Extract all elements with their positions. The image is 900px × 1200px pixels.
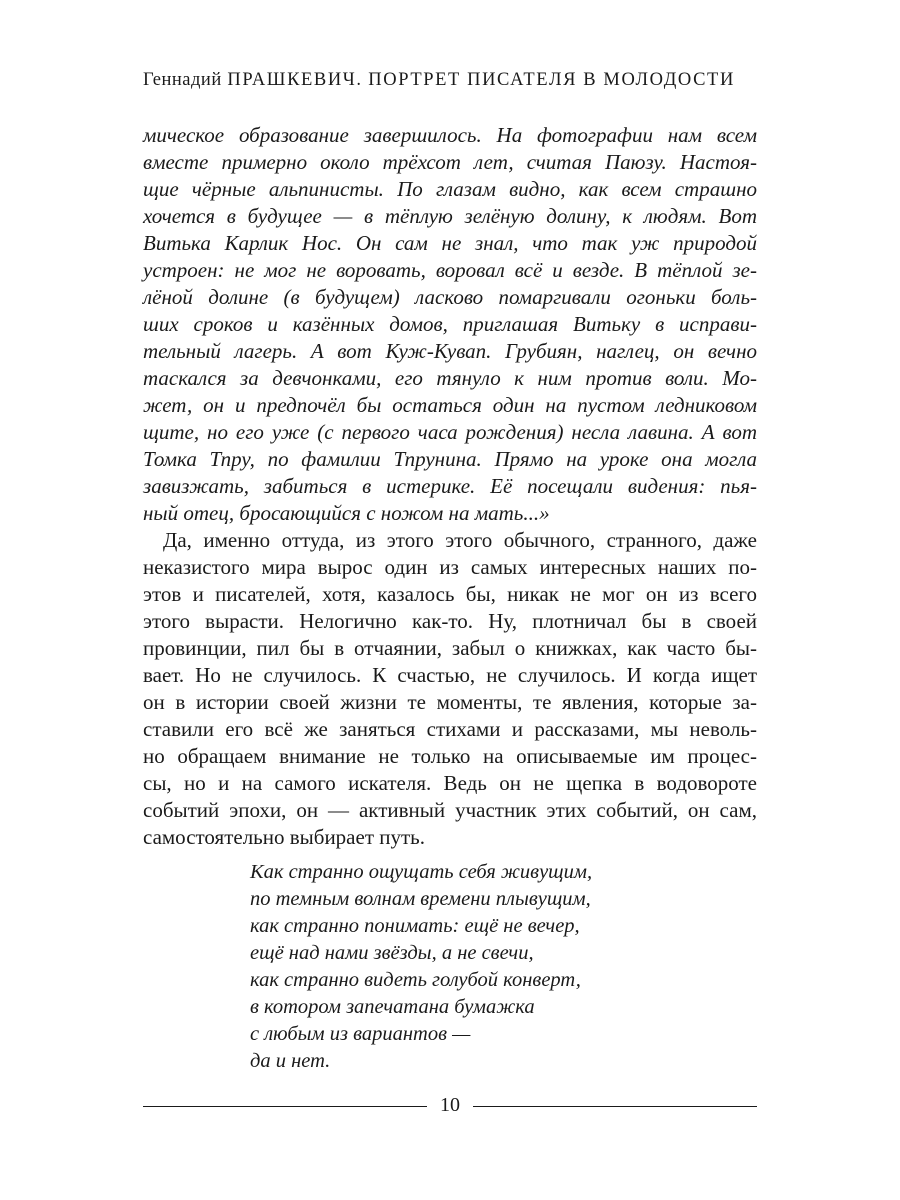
header-author-last-name: ПРАШКЕВИЧ. [227,70,363,90]
header-author-first-name: Геннадий [143,70,222,90]
quote-line: Томка Тпру, по фамилии Тпрунина. Прямо на уроке она могла [143,447,757,471]
running-head [143,70,763,91]
quote-line: жет, он и предпочёл бы остаться один на пустом ледниковом [143,393,757,417]
paragraph-line: но обращаем внимание не только на описываемые им процес- [143,744,757,768]
paragraph-line: он в истории своей жизни те моменты, те явления, которые за- [143,690,757,714]
header-book-title: ПОРТРЕТ ПИСАТЕЛЯ В МОЛОДОСТИ [368,70,735,90]
paragraph-line: этов и писателей, хотя, казалось бы, никак не мог он из всего [143,582,757,606]
quote-line: лёной долине (в будущем) ласково помаргивали огоньки боль- [143,285,757,309]
paragraph-line: этого вырасти. Нелогично как-то. Ну, плотничал бы в своей [143,609,757,633]
folio-rule-left [143,1106,427,1107]
paragraph-line: событий эпохи, он — активный участник этих событий, он сам, [143,798,757,822]
poem-line: как странно видеть голубой конверт, [250,969,581,991]
paragraph-line: провинции, пил бы в отчаянии, забыл о книжках, как часто бы- [143,636,757,660]
quote-line: завизжать, забиться в истерике. Её посещали видения: пья- [143,474,757,498]
paragraph-line: вает. Но не случилось. К счастью, не случилось. И когда ищет [143,663,757,687]
quote-line: хочется в будущее — в тёплую зелёную долину, к людям. Вот [143,204,757,228]
quote-line: Витька Карлик Нос. Он сам не знал, что так уж природой [143,231,757,255]
quote-line: мическое образование завершилось. На фотографии нам всем [143,123,757,147]
poem-line: как странно понимать: ещё не вечер, [250,915,580,937]
paragraph-line: сы, но и на самого искателя. Ведь он не щепка в водовороте [143,771,757,795]
quote-line: ших сроков и казённых домов, приглашая Витьку в исправи- [143,312,757,336]
paragraph-line: неказистого мира вырос один из самых интересных наших по- [143,555,757,579]
quote-line: щите, но его уже (с первого часа рождения) несла лавина. А вот [143,420,757,444]
quote-line: устроен: не мог не воровать, воровал всё и везде. В тёплой зе- [143,258,757,282]
paragraph-line: Да, именно оттуда, из этого этого обычного, странного, даже [163,528,757,552]
quote-line: ный отец, бросающийся с ножом на мать...» [143,501,550,525]
poem-line: да и нет. [250,1050,331,1072]
paragraph-line: самостоятельно выбирает путь. [143,825,425,849]
quote-line: щие чёрные альпинисты. По глазам видно, как всем страшно [143,177,757,201]
quote-line: вместе примерно около трёхсот лет, считая Паюзу. Настоя- [143,150,757,174]
page-number: 10 [440,1094,460,1116]
poem-line: с любым из вариантов — [250,1023,471,1045]
folio-rule-right [473,1106,757,1107]
poem-line: по темным волнам времени плывущим, [250,888,591,910]
quote-line: таскался за девчонками, его тянуло к ним против воли. Мо- [143,366,757,390]
poem-line: Как странно ощущать себя живущим, [250,861,593,883]
paragraph-line: ставили его всё же заняться стихами и рассказами, мы неволь- [143,717,757,741]
poem-line: в котором запечатана бумажка [250,996,535,1018]
quote-line: тельный лагерь. А вот Куж-Кувап. Грубиян, наглец, он вечно [143,339,757,363]
poem-line: ещё над нами звёзды, а не свечи, [250,942,534,964]
